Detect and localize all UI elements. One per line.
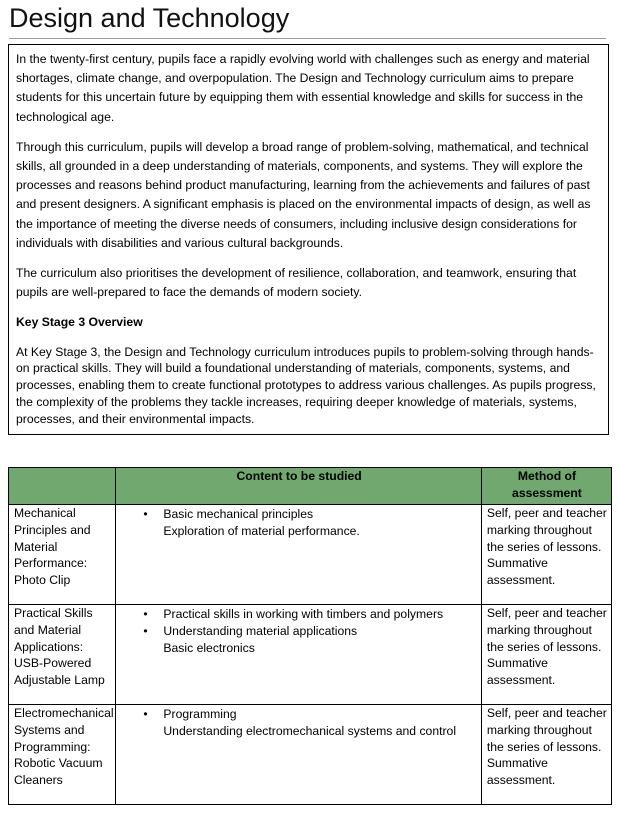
table-row [9, 605, 612, 705]
page-title: Design and Technology [9, 3, 290, 33]
list-item: • Programming [163, 706, 477, 723]
header-assessment: Method of assessment [481, 468, 611, 505]
assessment-cell: Self, peer and teacher marking throughout the series of lessons. Summative assessment. [481, 705, 611, 805]
key-stage-heading: Key Stage 3 Overview [16, 315, 143, 330]
assessment-cell: Self, peer and teacher marking throughout the series of lessons. Summative assessment. [481, 505, 611, 605]
table-header-row [9, 468, 612, 505]
intro-paragraph-1: In the twenty-first century, pupils face a rapidly evolving world with challenges such as energy and material shortages, climate change, and overpopulation. The Design and Technology curriculum aims to prepare students for this uncertain future by equipping them with essential knowledge and skills for success in the technological age. [16, 52, 590, 124]
list-item: Exploration of material performance. [163, 523, 360, 538]
list-item: Understanding electromechanical systems and control [163, 723, 457, 738]
assessment-cell: Self, peer and teacher marking throughout the series of lessons. Summative assessment. [481, 605, 611, 705]
table-row [9, 505, 612, 605]
intro-paragraph-2: Through this curriculum, pupils will develop a broad range of problem-solving, mathematical, and technical skills, all grounded in a deep understanding of materials, components, and systems. They will explore the processes and reasons behind product manufacturing, learning from the achievements and failures of past and present designers. A significant emphasis is placed on the environmental impacts of design, as well as the importance of meeting the diverse needs of consumers, including inclusive design considerations for individuals with disabilities and various cultural backgrounds. [16, 139, 591, 250]
title-underline [9, 38, 606, 39]
content-cell [116, 605, 482, 705]
intro-box [8, 44, 609, 435]
list-item: Basic electronics [163, 640, 255, 655]
unit-cell: Mechanical Principles and Material Performance: Photo Clip [9, 505, 116, 605]
intro-paragraph-3: The curriculum also prioritises the development of resilience, collaboration, and teamwork, ensuring that pupils are well-prepared to face the demands of modern society. [16, 266, 577, 300]
content-cell [116, 705, 482, 805]
unit-cell: Practical Skills and Material Applications: USB-Powered Adjustable Lamp [9, 605, 116, 705]
list-item: • Practical skills in working with timbers and polymers [163, 606, 477, 623]
header-content: Content to be studied [116, 468, 482, 505]
list-item: • Understanding material applications [163, 623, 477, 640]
unit-cell: Electromechanical Systems and Programming: Robotic Vacuum Cleaners [9, 705, 116, 805]
curriculum-table [8, 467, 612, 805]
list-item: • Basic mechanical principles [163, 506, 477, 523]
intro-paragraph-4: At Key Stage 3, the Design and Technology curriculum introduces pupils to problem-solving through hands-on practical skills. They will build a foundational understanding of materials, components, systems, and processes, enabling them to create functional prototypes to address various challenges. As pupils progress, the complexity of the problems they tackle increases, requiring deeper knowledge of materials, systems, processes, and their environmental impacts. [16, 344, 596, 426]
header-unit [9, 468, 116, 505]
table-row [9, 705, 612, 805]
content-cell [116, 505, 482, 605]
